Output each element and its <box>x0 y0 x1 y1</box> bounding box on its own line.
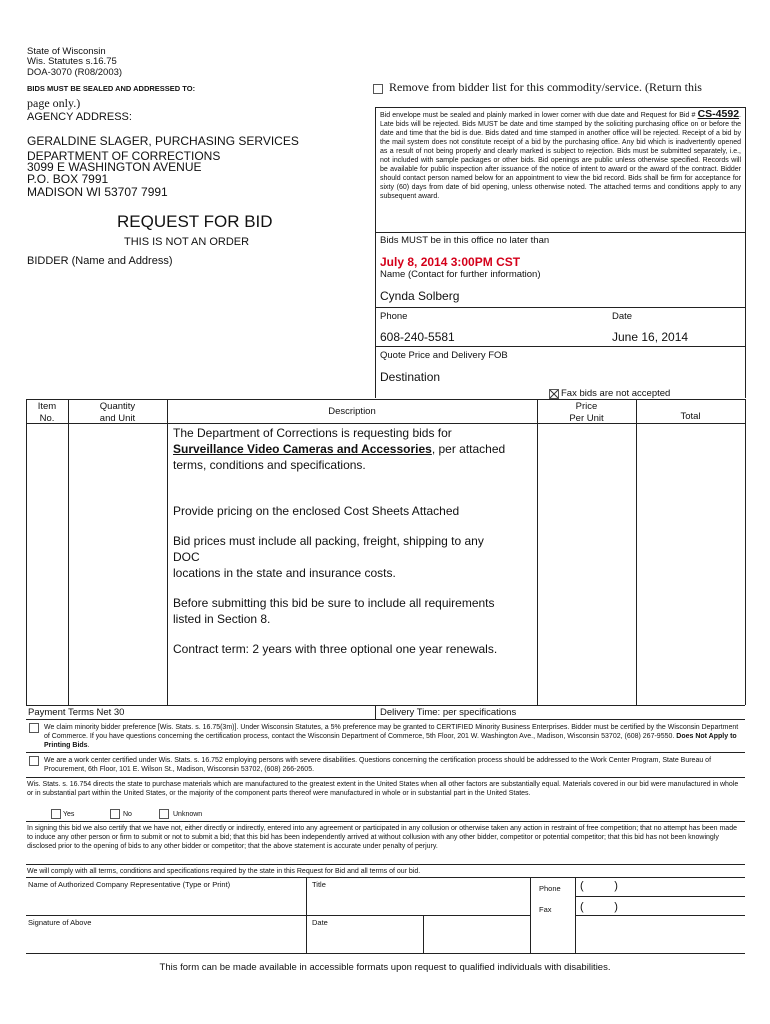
delivery-time: Delivery Time: per specifications <box>380 707 517 718</box>
signature-date-label: Date <box>312 918 328 927</box>
title-label: Title <box>312 880 326 889</box>
due-label: Bids MUST be in this office no later than <box>380 235 550 246</box>
rep-fax-label: Fax <box>539 905 552 914</box>
date-value: June 16, 2014 <box>612 330 689 344</box>
unknown-checkbox[interactable] <box>159 809 169 819</box>
fax-checkbox[interactable] <box>549 389 559 399</box>
comply-text: We will comply with all terms, conditions and specifications required by the state in this Request for Bid and all terms of our bid. <box>27 868 421 875</box>
rep-phone-paren: ( ) <box>580 880 618 892</box>
agency-line-5: MADISON WI 53707 7991 <box>27 185 168 199</box>
certify-text: In signing this bid we also certify that we have not, either directly or indirectly, entered into any agreement or participated in any collusion or otherwise taken any action in restraint of free competition; that no attempt has been made to induce any other person or firm to submit or not to submit a bid; that this bid has been independently arrived at without collusion with any other bidder, competitor or potential competitor; that this bid has not been knowingly disclosed prior to the opening of bids to any other bidder or competitor; that the above statement is accurate under penalty of perjury. <box>27 825 737 850</box>
yes-checkbox[interactable] <box>51 809 61 819</box>
commodity-title: Surveillance Video Cameras and Accessories <box>173 442 432 456</box>
us-manufacture-text: Wis. Stats. s. 16.754 directs the state to purchase materials which are manufactured to the greatest extent in the United States when all other factors are substantially equal. Materials covered in our bid were manufactured in whole or in substantial part within the United States, or the majority of the component parts thereof were manufactured in whole or in substantial part in the United States. <box>27 781 739 797</box>
phone-value: 608-240-5581 <box>380 330 455 344</box>
rep-name-label: Name of Authorized Company Representative (Type or Print) <box>28 880 231 889</box>
state-label: State of Wisconsin <box>27 46 106 57</box>
payment-terms: Payment Terms Net 30 <box>28 707 125 718</box>
contact-label: Name (Contact for further information) <box>380 269 541 280</box>
no-label: No <box>123 811 132 818</box>
remove-bidder-text: Remove from bidder list for this commodity/service. (Return this <box>389 80 702 94</box>
work-center-checkbox[interactable] <box>29 756 39 766</box>
total-header: Total <box>680 411 701 422</box>
due-date: July 8, 2014 3:00PM CST <box>380 255 521 269</box>
statutes-label: Wis. Statutes s.16.75 <box>27 56 117 67</box>
unknown-label: Unknown <box>173 811 203 818</box>
work-center-text: We are a work center certified under Wis. Stats. s. 16.752 employing persons with severe disabilities. Questions concerning the certification process should be addressed to the Work Center Program, State Bureau of Procurement, 6th Floor, 101 E. Wilson St., Madison, Wisconsin 53702, (608) 266-2605. <box>44 757 712 773</box>
page-only-text: page only.) <box>27 96 81 110</box>
rep-phone-label: Phone <box>539 884 561 893</box>
remove-bidder-checkbox[interactable] <box>373 84 383 94</box>
yes-label: Yes <box>63 811 75 818</box>
phone-label: Phone <box>380 311 408 322</box>
minority-checkbox[interactable] <box>29 723 39 733</box>
quantity-header: Quantity and Unit <box>99 401 136 424</box>
description-body: The Department of Corrections is requesting bids for Surveillance Video Cameras and Accessories, per attached terms, conditions and specifications. Provide pricing on the enclosed Cost Sheets Attached Bid prices must include all packing, freight, shipping to any DOC locations in the state and insurance costs. Before submitting this bid be sure to include all requirements listed in Section 8. Contract term: 2 years with three optional one year renewals. <box>173 426 506 656</box>
item-header: Item No. <box>37 401 57 424</box>
envelope-instructions: Bid envelope must be sealed and plainly marked in lower corner with due date and Request for Bid # CS-4592. Late bids will be rejected. Bids MUST be date and time stamped by the soliciting purchasing office on or before the date and time that the bid is due. Bids dated and time stamped in another office will be rejected. Receipt of a bid by the mail system does not constitute receipt of a bid by the purchasing office. Any bid which is inadvertently opened as a result of not being properly and clearly marked is subject to rejection. Bids must be submitted separately, i.e., not included with sample packages or other bids. Bid openings are public unless otherwise specified. Records will be available for public inspection after issuance of the notice of intent to award or the award of the contract. Bidder should contact person named below for an appointment to view the bid record. Bids shall be firm for acceptance for sixty (60) days from date of bid opening, unless otherwise noted. The attached terms and conditions apply to any subsequent award. <box>380 108 741 200</box>
minority-text: We claim minority bidder preference [Wis. Stats. s. 16.75(3m)]. Under Wisconsin Statutes, a 5% preference may be granted to CERTIFIED Minority Business Enterprises. Bidder must be certified by the Wisconsin Department of Commerce. If you have questions concerning the certification process, contact the Wisconsin Department of Commerce, 5th Floor, 201 W. Washington Ave., Madison, Wisconsin 53702, (608) 267-9550. Does Not Apply to Printing Bids. <box>44 724 739 749</box>
agency-line-3: 3099 E WASHINGTON AVENUE <box>27 160 202 174</box>
description-header: Description <box>328 406 376 417</box>
page-subtitle: THIS IS NOT AN ORDER <box>124 236 250 248</box>
price-header: Price Per Unit <box>569 401 604 424</box>
no-checkbox[interactable] <box>110 809 120 819</box>
agency-address-label: AGENCY ADDRESS: <box>27 111 132 123</box>
sealed-label: BIDS MUST BE SEALED AND ADDRESSED TO: <box>27 84 196 93</box>
signature-label: Signature of Above <box>28 918 92 927</box>
page-title: REQUEST FOR BID <box>117 212 273 231</box>
agency-line-2: DEPARTMENT OF CORRECTIONS <box>27 149 221 163</box>
form-number: DOA-3070 (R08/2003) <box>27 67 123 78</box>
contact-name: Cynda Solberg <box>380 289 460 303</box>
fob-label: Quote Price and Delivery FOB <box>380 350 508 361</box>
accessible-note: This form can be made available in accessible formats upon request to qualified individuals with disabilities. <box>159 962 611 973</box>
bidder-label: BIDDER (Name and Address) <box>27 255 173 267</box>
date-label: Date <box>612 311 633 322</box>
fob-value: Destination <box>380 370 441 384</box>
bid-number: CS-4592 <box>697 108 740 120</box>
rep-fax-paren: ( ) <box>580 901 618 913</box>
agency-line-4: P.O. BOX 7991 <box>27 172 109 186</box>
agency-line-1: GERALDINE SLAGER, PURCHASING SERVICES <box>27 134 299 148</box>
fax-label: Fax bids are not accepted <box>561 388 671 399</box>
